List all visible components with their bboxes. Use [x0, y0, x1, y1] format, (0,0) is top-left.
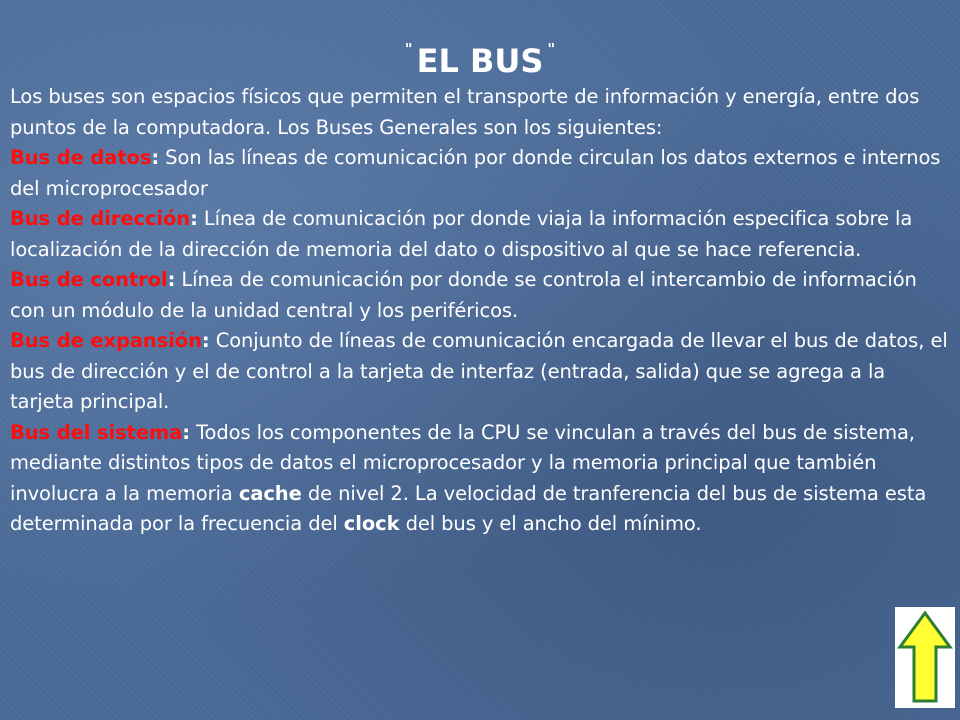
bus-item-datos	[10, 143, 955, 204]
bus-item-term: Bus del sistema	[10, 420, 183, 444]
title-text: EL BUS	[416, 42, 544, 80]
bus-item-colon: :	[167, 268, 176, 291]
bus-item-term: Bus de control	[10, 268, 168, 291]
bus-item-direccion	[10, 204, 955, 265]
up-arrow-icon	[895, 607, 955, 708]
bus-item-description: Línea de comunicación por donde se controla el intercambio de información con un módulo de la unidad central y los periféricos.	[10, 268, 917, 322]
bus-item-term: Bus de expansión	[10, 329, 202, 352]
bold-word-clock: clock	[343, 512, 400, 535]
bus-item-colon: :	[151, 146, 160, 169]
bus-item-expansion	[10, 326, 955, 418]
bus-item-sistema	[10, 418, 955, 540]
slide-body	[10, 82, 955, 540]
slide-title	[0, 40, 960, 80]
bus-item-description: Conjunto de líneas de comunicación encargada de llevar el bus de datos, el bus de dirección y el de control a la tarjeta de interfaz (entrada, salida) que se agrega a la tarjeta principal.	[10, 329, 948, 413]
bus-item-term: Bus de datos	[10, 146, 152, 169]
bold-word-cache: cache	[238, 481, 302, 505]
bus-item-colon: :	[201, 329, 210, 352]
title-open-quote: "	[404, 40, 413, 58]
bus-item-description: Línea de comunicación por donde viaja la información especifica sobre la localización de la dirección de memoria del dato o dispositivo al que se hace referencia.	[10, 207, 913, 261]
bus-item-colon: :	[190, 207, 198, 230]
bus-item-description-part-3: del bus y el ancho del mínimo.	[399, 512, 702, 535]
title-close-quote: "	[547, 40, 556, 58]
bus-item-description-part-1: Todos los componentes de la CPU se vinculan a través del bus de sistema, mediante distintos tipos de datos el microprocesador y la memoria principal que también involucra a la memoria	[10, 420, 915, 505]
bus-item-description-part-2: de nivel 2. La velocidad de tranferencia del bus de sistema esta determinada por la frecuencia del	[10, 481, 927, 535]
bus-item-term: Bus de dirección	[10, 207, 191, 230]
navigate-up-button[interactable]	[895, 607, 955, 708]
bus-item-description: Son las líneas de comunicación por donde circulan los datos externos e internos del microprocesador	[10, 146, 941, 200]
bus-item-colon: :	[182, 420, 190, 444]
bus-item-control	[10, 265, 955, 326]
intro-paragraph: Los buses son espacios físicos que permiten el transporte de información y energía, entre dos puntos de la computadora. Los Buses Generales son los siguientes:	[10, 85, 920, 139]
